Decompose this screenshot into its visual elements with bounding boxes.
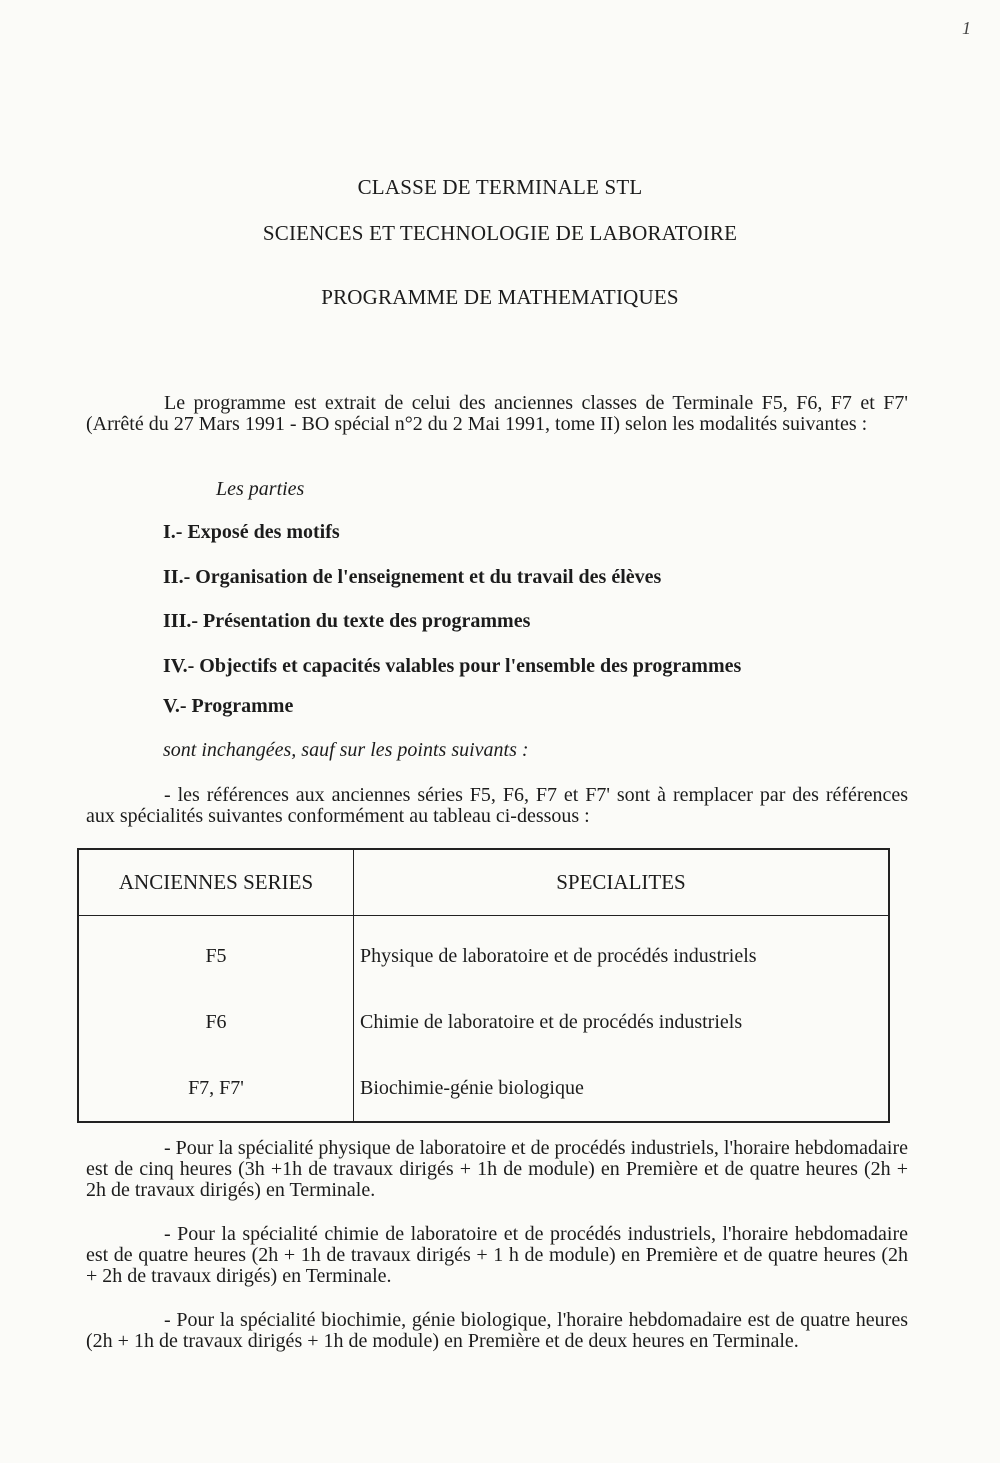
intro-text: Le programme est extrait de celui des anciennes classes de Terminale F5, F6, F7 et F7' (Arrêté du 27 Mars 1991 - BO spécial n°2 du 2 Mai 1991, tome II) selon les modalités suivantes : (86, 392, 908, 435)
note-biochemistry (86, 1310, 908, 1352)
title-field: SCIENCES ET TECHNOLOGIE DE LABORATOIRE (262, 221, 738, 245)
part-3: III.- Présentation du texte des programmes (163, 610, 531, 632)
cell-specialty: Chimie de laboratoire et de procédés industriels (354, 989, 890, 1055)
references-text: - les références aux anciennes séries F5, F6, F7 et F7' sont à remplacer par des références aux spécialités suivantes conformément au tableau ci-dessous : (86, 784, 908, 827)
references-paragraph (86, 785, 908, 827)
part-4: IV.- Objectifs et capacités valables pour l'ensemble des programmes (163, 655, 742, 677)
part-1: I.- Exposé des motifs (163, 521, 340, 543)
page-number: 1 (962, 18, 971, 38)
title-class: CLASSE DE TERMINALE STL (357, 175, 643, 199)
cell-old-series: F5 (78, 916, 354, 990)
table-row (78, 1055, 889, 1122)
table-header-row (78, 849, 889, 916)
note-biochemistry-text: - Pour la spécialité biochimie, génie biologique, l'horaire hebdomadaire est de quatre heures (2h + 1h de travaux dirigés + 1h de module) en Première et de deux heures en Terminale. (86, 1309, 908, 1352)
table-row (78, 916, 889, 990)
cell-specialty: Biochimie-génie biologique (354, 1055, 890, 1122)
unchanged-note: sont inchangées, sauf sur les points suivants : (163, 739, 529, 761)
cell-specialty: Physique de laboratoire et de procédés industriels (354, 916, 890, 990)
header-specialties: SPECIALITES (354, 849, 890, 916)
cell-old-series: F7, F7' (78, 1055, 354, 1122)
note-physics-text: - Pour la spécialité physique de laboratoire et de procédés industriels, l'horaire hebdomadaire est de cinq heures (3h +1h de travaux dirigés + 1h de module) en Première et de quatre heures (2h + 2h de travaux dirigés) en Terminale. (86, 1137, 908, 1201)
part-2: II.- Organisation de l'enseignement et du travail des élèves (163, 566, 662, 588)
note-chemistry-text: - Pour la spécialité chimie de laboratoire et de procédés industriels, l'horaire hebdomadaire est de quatre heures (2h + 1h de travaux dirigés + 1 h de module) en Première et de quatre heures (2h + 2h de travaux dirigés) en Terminale. (86, 1223, 908, 1287)
series-table (77, 848, 890, 1123)
intro-paragraph (86, 393, 908, 435)
table-row (78, 989, 889, 1055)
part-5: V.- Programme (163, 695, 294, 717)
note-chemistry (86, 1224, 908, 1287)
header-old-series: ANCIENNES SERIES (78, 849, 354, 916)
title-program: PROGRAMME DE MATHEMATIQUES (321, 285, 679, 309)
note-physics (86, 1138, 908, 1201)
cell-old-series: F6 (78, 989, 354, 1055)
parts-label: Les parties (216, 478, 305, 500)
